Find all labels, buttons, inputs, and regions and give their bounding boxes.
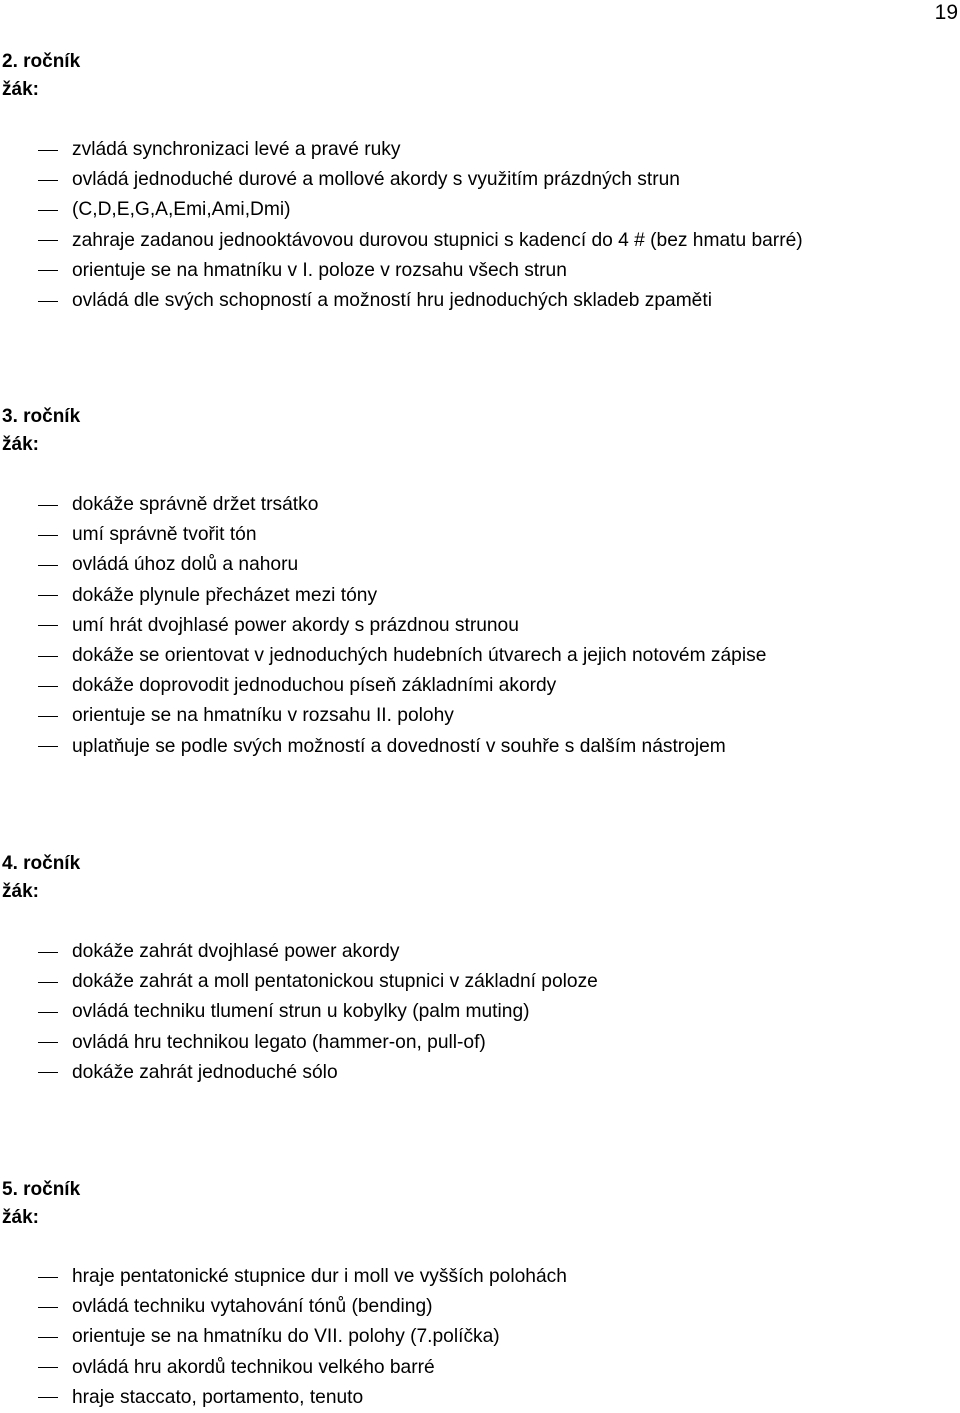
- list-item-text: hraje pentatonické stupnice dur i moll ve vyšších polohách: [72, 1266, 567, 1287]
- list-item-text: dokáže plynule přecházet mezi tóny: [72, 584, 378, 606]
- list-item: [0, 611, 766, 641]
- list-item: [0, 226, 803, 256]
- list-item-text: (C,D,E,G,A,Emi,Ami,Dmi): [72, 199, 291, 221]
- list-item-text: ovládá hru akordů technikou velkého barré: [72, 1356, 435, 1378]
- dash-bullet: [38, 982, 58, 983]
- list-item: [0, 581, 766, 611]
- dash-bullet: [38, 656, 58, 657]
- list-item: [0, 135, 803, 165]
- dash-bullet: [38, 1072, 58, 1073]
- section-subtitle: žák:: [2, 881, 39, 902]
- list-item: [0, 256, 803, 286]
- list-item: [0, 195, 803, 225]
- dash-bullet: [38, 1397, 58, 1398]
- list-item: [0, 1322, 567, 1352]
- skills-list: [0, 937, 598, 1088]
- list-item: [0, 286, 803, 316]
- dash-bullet: [38, 180, 58, 181]
- list-item-text: zvládá synchronizaci levé a pravé ruky: [72, 139, 401, 160]
- list-item-text: ovládá hru technikou legato (hammer-on, pull-of): [72, 1031, 486, 1053]
- list-item-text: orientuje se na hmatníku do VII. polohy (7.políčka): [72, 1326, 500, 1348]
- list-item: [0, 1292, 567, 1322]
- dash-bullet: [38, 1042, 58, 1043]
- list-item: [0, 1353, 567, 1383]
- section-title: 4. ročník: [2, 853, 81, 874]
- section-4-rocnik: [0, 850, 960, 906]
- list-item-text: dokáže doprovodit jednoduchou píseň základními akordy: [72, 675, 557, 697]
- skills-list: [0, 490, 766, 762]
- list-item-text: ovládá jednoduché durové a mollové akordy s využitím prázdných strun: [72, 169, 680, 191]
- section-3-rocnik: [0, 403, 960, 459]
- dash-bullet: [38, 1337, 58, 1338]
- list-item: [0, 165, 803, 195]
- list-item: [0, 732, 766, 762]
- dash-bullet: [38, 1277, 58, 1278]
- dash-bullet: [38, 746, 58, 747]
- list-item: [0, 1058, 598, 1088]
- section-5-rocnik: [0, 1176, 960, 1232]
- list-item-text: dokáže zahrát dvojhlasé power akordy: [72, 941, 400, 962]
- list-item: [0, 1262, 567, 1292]
- list-item: [0, 967, 598, 997]
- dash-bullet: [38, 952, 58, 953]
- dash-bullet: [38, 1367, 58, 1368]
- list-item-text: zahraje zadanou jednooktávovou durovou stupnici s kadencí do 4 # (bez hmatu barré): [72, 229, 803, 251]
- list-item-text: dokáže správně držet trsátko: [72, 494, 319, 515]
- list-item-text: umí hrát dvojhlasé power akordy s prázdnou strunou: [72, 614, 519, 636]
- list-item-text: ovládá techniku tlumení strun u kobylky (palm muting): [72, 1001, 530, 1023]
- dash-bullet: [38, 565, 58, 566]
- section-subtitle: žák:: [2, 434, 39, 455]
- section-subtitle: žák:: [2, 79, 39, 100]
- list-item: [0, 937, 598, 967]
- section-title: 5. ročník: [2, 1179, 81, 1200]
- list-item-text: umí správně tvořit tón: [72, 524, 257, 546]
- list-item-text: orientuje se na hmatníku v rozsahu II. polohy: [72, 705, 454, 727]
- section-title: 3. ročník: [2, 406, 81, 427]
- dash-bullet: [38, 1307, 58, 1308]
- list-item: [0, 641, 766, 671]
- skills-list: [0, 135, 803, 316]
- list-item: [0, 550, 766, 580]
- dash-bullet: [38, 716, 58, 717]
- list-item: [0, 520, 766, 550]
- dash-bullet: [38, 270, 58, 271]
- list-item-text: ovládá úhoz dolů a nahoru: [72, 554, 299, 576]
- list-item-text: dokáže se orientovat v jednoduchých hudebních útvarech a jejich notovém zápise: [72, 644, 767, 666]
- section-subtitle: žák:: [2, 1207, 39, 1228]
- list-item-text: dokáže zahrát jednoduché sólo: [72, 1061, 338, 1083]
- list-item: [0, 997, 598, 1027]
- list-item: [0, 701, 766, 731]
- skills-list: [0, 1262, 567, 1413]
- dash-bullet: [38, 1012, 58, 1013]
- dash-bullet: [38, 686, 58, 687]
- dash-bullet: [38, 210, 58, 211]
- list-item: [0, 1028, 598, 1058]
- dash-bullet: [38, 150, 58, 151]
- list-item: [0, 1383, 567, 1413]
- list-item-text: hraje staccato, portamento, tenuto: [72, 1386, 364, 1408]
- page-number: 19: [934, 1, 958, 24]
- section-2-rocnik: [0, 48, 960, 104]
- list-item: [0, 671, 766, 701]
- dash-bullet: [38, 595, 58, 596]
- dash-bullet: [38, 301, 58, 302]
- list-item-text: orientuje se na hmatníku v I. poloze v rozsahu všech strun: [72, 259, 567, 281]
- dash-bullet: [38, 505, 58, 506]
- dash-bullet: [38, 535, 58, 536]
- list-item-text: ovládá dle svých schopností a možností hru jednoduchých skladeb zpaměti: [72, 289, 712, 311]
- dash-bullet: [38, 240, 58, 241]
- dash-bullet: [38, 625, 58, 626]
- list-item: [0, 490, 766, 520]
- list-item-text: uplatňuje se podle svých možností a dovedností v souhře s dalším nástrojem: [72, 735, 726, 757]
- section-title: 2. ročník: [2, 51, 81, 72]
- list-item-text: dokáže zahrát a moll pentatonickou stupnici v základní poloze: [72, 971, 598, 993]
- list-item-text: ovládá techniku vytahování tónů (bending): [72, 1296, 433, 1318]
